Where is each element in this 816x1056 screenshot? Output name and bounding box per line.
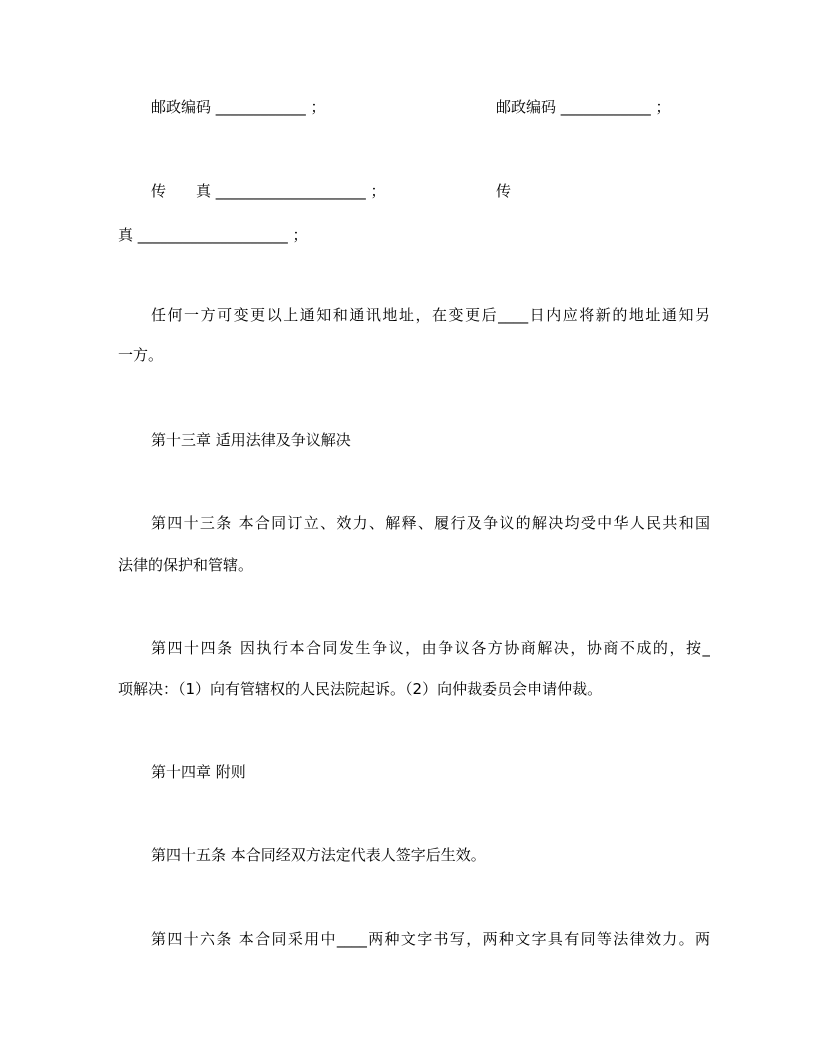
postcode-party-b: 邮政编码 ____________ ； (496, 98, 671, 116)
fax-party-a: 传 真 ____________________ ； (151, 182, 386, 200)
article-43-line2: 法律的保护和管辖。 (118, 556, 254, 574)
article-44-line1: 第四十四条 因执行本合同发生争议，由争议各方协商解决，协商不成的，按_ (151, 639, 710, 657)
article-46-line1: 第四十六条 本合同采用中____两种文字书写，两种文字具有同等法律效力。两 (151, 930, 710, 948)
article-43-line1: 第四十三条 本合同订立、效力、解释、履行及争议的解决均受中华人民共和国 (151, 514, 710, 532)
article-44-line2: 项解决：（1）向有管辖权的人民法院起诉。（2）向仲裁委员会申请仲裁。 (118, 680, 603, 698)
notice-paragraph-line1: 任何一方可变更以上通知和通讯地址，在变更后____日内应将新的地址通知另 (151, 306, 710, 324)
article-45-line1: 第四十五条 本合同经双方法定代表人签字后生效。 (151, 846, 486, 864)
postcode-party-a: 邮政编码 ____________ ； (151, 98, 326, 116)
chapter-13-title: 第十三章 适用法律及争议解决 (151, 431, 351, 449)
chapter-14-title: 第十四章 附则 (151, 763, 246, 781)
notice-paragraph-line2: 一方。 (118, 346, 164, 364)
fax-party-b: 真 ____________________ ； (118, 226, 308, 244)
fax-party-b-label-start: 传 (496, 182, 512, 200)
